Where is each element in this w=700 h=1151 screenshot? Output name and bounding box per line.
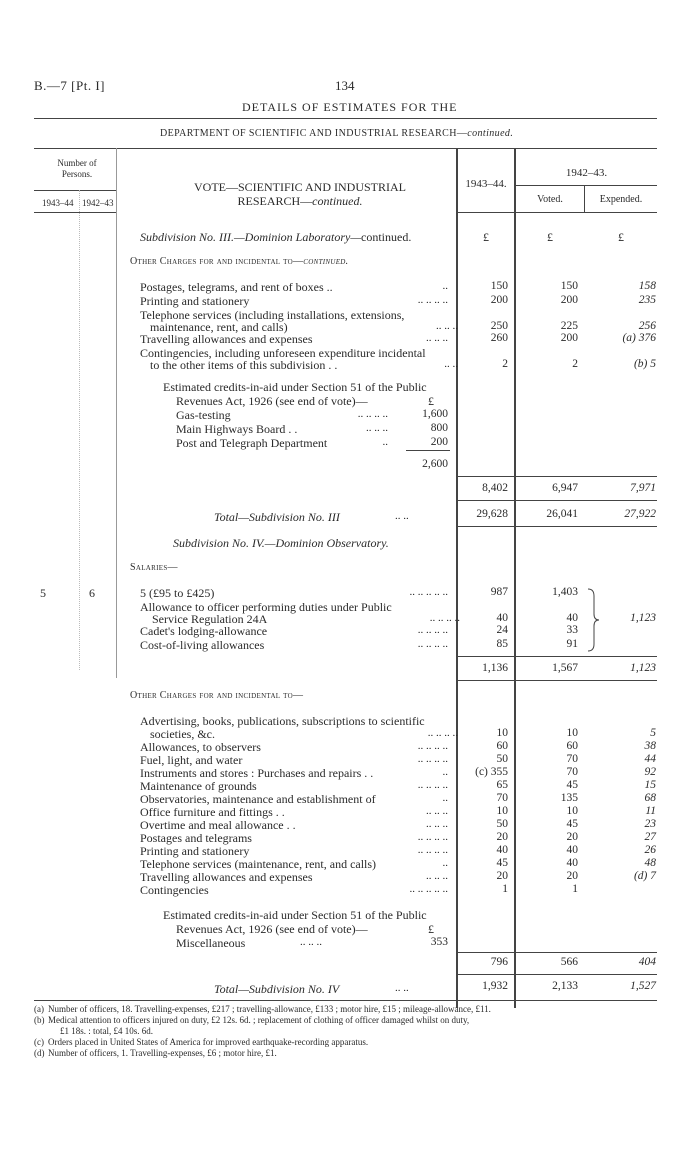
expended-1942-value: 26 <box>644 844 656 856</box>
pound-sign-col3: £ <box>618 230 624 244</box>
sub4-total-a: 1,932 <box>482 980 508 992</box>
sub3-credits-line1: Estimated credits-in-aid under Section 51 of the Public <box>163 380 427 394</box>
footnote-text: £1 18s. : total, £4 10s. 6d. <box>60 1026 154 1036</box>
leader-dots: .. .. .. .. <box>417 779 448 791</box>
line-item-label: Instruments and stores : Purchases and repairs . . <box>140 766 374 780</box>
credit-value: 200 <box>430 436 448 448</box>
sub4-credits-dots: .. .. .. <box>300 936 322 948</box>
estimate-1943-value: 40 <box>496 844 508 856</box>
salary-label: Cost-of-living allowances <box>140 638 265 652</box>
leader-dots: .. .. .. .. <box>417 844 448 856</box>
line-item-label: Advertising, books, publications, subscriptions to scientific <box>140 714 425 728</box>
line-item-label: Postages and telegrams <box>140 831 252 845</box>
leader-dots: .. .. .. <box>426 818 448 830</box>
footnote-mark: (c) <box>34 1037 44 1047</box>
sub4-persons-1942: 6 <box>89 586 95 600</box>
line-item-label: Printing and stationery <box>140 294 250 308</box>
voted-1942-value: 70 <box>566 753 578 765</box>
persons-right-rule <box>116 148 117 678</box>
expended-1942-value: 15 <box>644 779 656 791</box>
sub3-subtotal-rule <box>456 476 657 477</box>
footnote-mark: (a) <box>34 1004 44 1014</box>
estimate-1943-value: 65 <box>496 779 508 791</box>
leader-dots: .. .. .. .. .. <box>409 586 448 598</box>
sub3-credits-rule <box>406 450 450 451</box>
leader-dots: .. .. .. .. <box>427 727 458 739</box>
voted-1942-value: 91 <box>566 638 578 650</box>
voted-1942-value: 60 <box>566 740 578 752</box>
expended-1942-value: 235 <box>638 294 656 306</box>
sub3-total-dots: .. .. <box>395 510 409 522</box>
voted-1942-value: 135 <box>560 792 578 804</box>
credit-label: Main Highways Board . . <box>176 422 298 436</box>
leader-dots: .. .. <box>444 358 458 370</box>
expended-1942-value: (b) 5 <box>633 358 656 370</box>
persons-year-b: 1942–43 <box>82 198 114 208</box>
leader-dots: .. .. .. <box>426 332 448 344</box>
expended-1942-value: 68 <box>644 792 656 804</box>
sub4-salaries-total-c: 1,123 <box>630 662 656 674</box>
expended-1942-value: 5 <box>650 727 656 739</box>
salary-label: Service Regulation 24A <box>152 612 268 626</box>
footnote-text: Medical attention to officers injured on duty, £2 12s. 6d. ; replacement of clothing of officer damaged whilst on duty, <box>48 1015 470 1025</box>
sub4-salaries-bottom-rule <box>456 680 657 681</box>
sub3-credits-pound: £ <box>428 394 434 408</box>
voted-1942-value: 45 <box>566 779 578 791</box>
voted-1942-value: 1 <box>572 883 578 895</box>
sub3-total-c: 27,922 <box>624 508 656 520</box>
sub4-total-label: Total—Subdivision No. IV <box>214 982 340 996</box>
voted-1942-value: 70 <box>566 766 578 778</box>
leader-dots: .. .. .. .. <box>429 612 460 624</box>
sub4-salaries-total-b: 1,567 <box>552 662 578 674</box>
line-item-label: Contingencies, including unforeseen expenditure incidental <box>140 346 426 360</box>
line-item-label: Observatories, maintenance and establishment of <box>140 792 376 806</box>
leader-dots: .. .. .. .. <box>417 831 448 843</box>
department-subtitle: DEPARTMENT OF SCIENTIFIC AND INDUSTRIAL RESEARCH—continued. <box>160 128 514 139</box>
sub3-credits-total: 2,600 <box>422 458 448 470</box>
leader-dots: .. .. .. .. <box>417 740 448 752</box>
estimate-1943-value: 987 <box>490 586 508 598</box>
credit-value: 1,600 <box>422 408 448 420</box>
estimate-1943-value: 260 <box>490 332 508 344</box>
salary-brace <box>586 588 600 652</box>
estimate-1943-value: 10 <box>496 727 508 739</box>
estimate-1943-value: 10 <box>496 805 508 817</box>
leader-dots: .. .. .. <box>426 805 448 817</box>
voted-1942-value: 1,403 <box>552 586 578 598</box>
estimate-1943-value: 40 <box>496 612 508 624</box>
line-item-label: Printing and stationery <box>140 844 250 858</box>
estimate-1943-value: 1 <box>502 883 508 895</box>
estimate-1943-header: 1943–44. <box>465 178 507 190</box>
sub3-total-label: Total—Subdivision No. III <box>214 510 340 524</box>
voted-1942-value: 33 <box>566 624 578 636</box>
voted-1942-value: 45 <box>566 818 578 830</box>
estimate-1943-value: 60 <box>496 740 508 752</box>
estimate-1943-value: 250 <box>490 320 508 332</box>
leader-dots: .. .. .. .. <box>357 408 388 420</box>
footnote-text: Number of officers, 1. Travelling-expenses, £6 ; motor hire, £1. <box>48 1048 277 1058</box>
expended-1942-value: 11 <box>645 805 656 817</box>
leader-dots: .. .. .. .. .. <box>409 883 448 895</box>
pound-sign-col1: £ <box>483 230 489 244</box>
salary-brace-value: 1,123 <box>630 612 656 624</box>
leader-dots: .. .. .. .. <box>417 638 448 650</box>
sub4-credits-pound: £ <box>428 922 434 936</box>
voted-divider <box>584 185 585 212</box>
estimate-1943-value: 150 <box>490 280 508 292</box>
sub3-subtotal-b: 6,947 <box>552 482 578 494</box>
page-number: 134 <box>335 78 355 93</box>
line-item-label: Telephone services (maintenance, rent, and calls) <box>140 857 377 871</box>
leader-dots: .. .. .. .. <box>417 753 448 765</box>
estimate-1943-value: 50 <box>496 818 508 830</box>
salary-label: Allowance to officer performing duties under Public <box>140 600 392 614</box>
estimate-1943-value: 200 <box>490 294 508 306</box>
estimate-1943-value: 70 <box>496 792 508 804</box>
voted-header: Voted. <box>537 194 563 205</box>
line-item-label: Travelling allowances and expenses <box>140 870 313 884</box>
document-reference: B.—7 [Pt. I] <box>34 78 105 93</box>
line-item-label: maintenance, rent, and calls) <box>150 320 288 334</box>
salary-label: Cadet's lodging-allowance <box>140 624 268 638</box>
expended-1942-value: 23 <box>644 818 656 830</box>
leader-dots: .. <box>442 857 448 869</box>
expended-1942-value: 38 <box>644 740 656 752</box>
voted-1942-value: 200 <box>560 332 578 344</box>
leader-dots: .. .. .. <box>436 320 458 332</box>
sub3-total-a: 29,628 <box>476 508 508 520</box>
credit-label: Post and Telegraph Department <box>176 436 328 450</box>
salary-label: 5 (£95 to £425) <box>140 586 215 600</box>
sub4-credits-line1: Estimated credits-in-aid under Section 51 of the Public <box>163 908 427 922</box>
sub4-persons-1943: 5 <box>40 586 46 600</box>
estimate-1943-value: 85 <box>496 638 508 650</box>
line-item-label: to the other items of this subdivision . . <box>150 358 338 372</box>
persons-divider <box>79 190 80 670</box>
sub4-subtotal-rule <box>456 952 657 953</box>
estimate-1943-value: 24 <box>496 624 508 636</box>
voted-1942-value: 2 <box>572 358 578 370</box>
sub3-other-charges-heading: Other Charges for and incidental to—continued. <box>130 256 349 267</box>
expended-1942-value: 256 <box>638 320 656 332</box>
estimate-1942-header: 1942–43. <box>565 167 608 179</box>
estimate-1943-value: 2 <box>502 358 508 370</box>
credit-label: Gas-testing <box>176 408 231 422</box>
persons-subheader-rule <box>34 212 116 213</box>
number-of-persons-header: Number of Persons. <box>57 158 97 179</box>
estimate-1943-value: 45 <box>496 857 508 869</box>
sub3-heading: Subdivision No. III.—Dominion Laboratory—continued. <box>140 230 412 244</box>
expended-1942-value: 48 <box>644 857 656 869</box>
sub3-total-bottom-rule <box>456 526 657 527</box>
expended-1942-value: 27 <box>644 831 656 843</box>
sub4-subtotal-a: 796 <box>490 956 508 968</box>
estimate-1943-value: 20 <box>496 870 508 882</box>
sub4-total-b: 2,133 <box>552 980 578 992</box>
sub3-credits-line2: Revenues Act, 1926 (see end of vote)— <box>176 394 368 408</box>
footnote-text: Number of officers, 18. Travelling-expenses, £217 ; travelling-allowance, £133 ; motor hire, £15 ; mileage-allowance, £11. <box>48 1004 491 1014</box>
sub4-credits-line2: Revenues Act, 1926 (see end of vote)— <box>176 922 368 936</box>
leader-dots: .. .. .. .. <box>417 294 448 306</box>
sub4-heading: Subdivision No. IV.—Dominion Observatory. <box>173 536 389 550</box>
header-rule <box>34 118 657 119</box>
footnote-mark: (d) <box>34 1048 45 1058</box>
leader-dots: .. .. .. <box>426 870 448 882</box>
sub4-total-c: 1,527 <box>630 980 656 992</box>
line-item-label: Overtime and meal allowance . . <box>140 818 296 832</box>
sub3-total-rule <box>456 500 657 501</box>
expended-1942-value: 92 <box>644 766 656 778</box>
leader-dots: .. <box>442 766 448 778</box>
voted-1942-value: 20 <box>566 870 578 882</box>
leader-dots: .. .. .. <box>366 422 388 434</box>
sub4-salaries-rule <box>456 656 657 657</box>
sub3-subtotal-c: 7,971 <box>630 482 656 494</box>
sub4-salaries-heading: Salaries— <box>130 562 178 573</box>
sub3-total-b: 26,041 <box>546 508 578 520</box>
estimate-1943-value: (c) 355 <box>475 766 508 778</box>
footnote-text: Orders placed in United States of America for improved earthquake-recording apparatus. <box>48 1037 369 1047</box>
voted-1942-value: 40 <box>566 844 578 856</box>
expended-header: Expended. <box>599 194 643 205</box>
sub4-salaries-total-a: 1,136 <box>482 662 508 674</box>
table-bottom-rule <box>34 1000 657 1001</box>
amounts-header-rule <box>456 212 657 213</box>
line-item-label: Allowances, to observers <box>140 740 261 754</box>
pound-sign-col2: £ <box>547 230 553 244</box>
sub4-subtotal-c: 404 <box>638 956 656 968</box>
table-top-rule <box>34 148 657 149</box>
estimate-1942-rule <box>516 185 657 186</box>
voted-1942-value: 225 <box>560 320 578 332</box>
sub4-subtotal-b: 566 <box>560 956 578 968</box>
page-title: DETAILS OF ESTIMATES FOR THE <box>242 100 458 114</box>
sub4-other-charges-heading: Other Charges for and incidental to— <box>130 690 304 701</box>
expended-1942-value: (a) 376 <box>622 332 656 344</box>
sub3-subtotal-a: 8,402 <box>482 482 508 494</box>
expended-1942-value: 44 <box>644 753 656 765</box>
voted-1942-value: 40 <box>566 612 578 624</box>
leader-dots: .. <box>382 436 388 448</box>
expended-1942-value: 158 <box>638 280 656 292</box>
leader-dots: .. <box>442 280 448 292</box>
line-item-label: Travelling allowances and expenses <box>140 332 313 346</box>
vote-heading: VOTE—SCIENTIFIC AND INDUSTRIAL RESEARCH—continued. <box>194 180 406 208</box>
persons-year-a: 1943–44 <box>42 198 74 208</box>
leader-dots: .. <box>442 792 448 804</box>
line-item-label: Contingencies <box>140 883 209 897</box>
sub4-credits-label: Miscellaneous <box>176 936 246 950</box>
line-item-label: Office furniture and fittings . . <box>140 805 285 819</box>
voted-1942-value: 10 <box>566 805 578 817</box>
estimate-1943-value: 50 <box>496 753 508 765</box>
line-item-label: Maintenance of grounds <box>140 779 257 793</box>
line-item-label: Postages, telegrams, and rent of boxes .. <box>140 280 333 294</box>
estimate-1943-value: 20 <box>496 831 508 843</box>
line-item-label: societies, &c. <box>150 727 215 741</box>
expended-1942-value: (d) 7 <box>633 870 656 882</box>
voted-1942-value: 200 <box>560 294 578 306</box>
credit-value: 800 <box>430 422 448 434</box>
sub4-total-dots: .. .. <box>395 982 409 994</box>
line-item-label: Telephone services (including installations, extensions, <box>140 308 405 322</box>
sub4-credits-value: 353 <box>430 936 448 948</box>
persons-header-rule <box>34 190 116 191</box>
sub4-total-rule <box>456 974 657 975</box>
voted-1942-value: 10 <box>566 727 578 739</box>
voted-1942-value: 40 <box>566 857 578 869</box>
voted-1942-value: 150 <box>560 280 578 292</box>
footnote-mark: (b) <box>34 1015 45 1025</box>
line-item-label: Fuel, light, and water <box>140 753 243 767</box>
leader-dots: .. .. .. .. <box>417 624 448 636</box>
voted-1942-value: 20 <box>566 831 578 843</box>
